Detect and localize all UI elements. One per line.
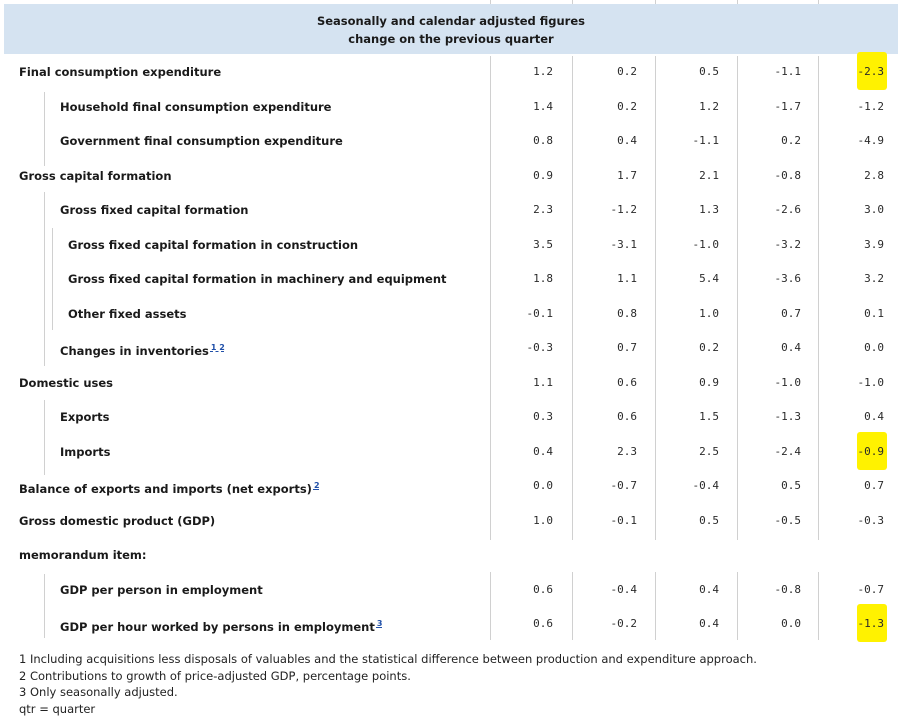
value-cell: 3.0 [864, 203, 884, 216]
row-label [60, 614, 382, 637]
value-cell: 0.8 [533, 134, 553, 147]
footnote-qtr: qtr = quarter [19, 701, 96, 716]
column-divider-top [818, 0, 819, 4]
value-cell: -0.4 [610, 583, 637, 596]
row-label-text: Gross capital formation [19, 169, 172, 183]
row-label [60, 580, 263, 600]
value-cell: 3.2 [864, 272, 884, 285]
value-cell: 0.7 [617, 341, 637, 354]
value-cell: 2.5 [699, 445, 719, 458]
row-label-text: Government final consumption expenditure [60, 134, 343, 148]
column-divider [818, 56, 819, 540]
table-row [0, 131, 922, 151]
value-cell: 0.2 [617, 65, 637, 78]
value-cell: 0.4 [864, 410, 884, 423]
value-cell: -0.3 [857, 514, 884, 527]
row-label-text: GDP per person in employment [60, 583, 263, 597]
row-label [60, 200, 248, 220]
value-cell: 1.2 [699, 100, 719, 113]
column-divider-top [737, 0, 738, 4]
value-cell: -0.2 [610, 617, 637, 630]
value-cell: -2.3 [857, 65, 884, 78]
value-cell: -3.2 [774, 238, 801, 251]
table-row [0, 580, 922, 600]
value-cell: 0.6 [617, 410, 637, 423]
table-row [0, 442, 922, 462]
header-line-1: Seasonally and calendar adjusted figures [316, 14, 586, 28]
value-cell: 0.4 [533, 445, 553, 458]
value-cell: 0.7 [781, 307, 801, 320]
value-cell: -1.7 [774, 100, 801, 113]
value-cell: 0.2 [699, 341, 719, 354]
value-cell: 0.3 [533, 410, 553, 423]
column-divider [655, 56, 656, 540]
value-cell: 2.3 [617, 445, 637, 458]
value-cell: 1.0 [533, 514, 553, 527]
value-cell: 0.7 [864, 479, 884, 492]
footnote-link[interactable]: 1 2 [210, 343, 225, 352]
value-cell: 2.1 [699, 169, 719, 182]
footnote-1: 1 Including acquisitions less disposals of valuables and the statistical difference between production and expenditure approach. [19, 652, 757, 666]
row-label-text: GDP per hour worked by persons in employment [60, 619, 375, 634]
column-divider [572, 56, 573, 540]
row-label [68, 269, 447, 289]
table-row [0, 614, 922, 634]
row-label [19, 373, 113, 393]
value-cell: 0.4 [617, 134, 637, 147]
value-cell: 0.5 [781, 479, 801, 492]
footnote-link[interactable]: 3 [376, 619, 383, 628]
value-cell: 0.0 [533, 479, 553, 492]
value-cell: 1.2 [533, 65, 553, 78]
value-cell: 1.0 [699, 307, 719, 320]
value-cell: 0.5 [699, 65, 719, 78]
value-cell: -0.5 [774, 514, 801, 527]
row-label [68, 304, 187, 324]
table-row [0, 407, 922, 427]
value-cell: 0.0 [781, 617, 801, 630]
row-label-text: Gross fixed capital formation in machinery and equipment [68, 272, 447, 286]
row-label [60, 407, 109, 427]
row-label [68, 235, 358, 255]
table-header [4, 12, 898, 48]
value-cell: 0.6 [533, 617, 553, 630]
value-cell: 0.5 [699, 514, 719, 527]
footnotes [19, 651, 757, 717]
row-label-text: Changes in inventories [60, 343, 209, 358]
row-label-text: memorandum item: [19, 548, 147, 562]
value-cell: -1.0 [774, 376, 801, 389]
row-label [19, 545, 147, 565]
value-cell: -1.3 [857, 617, 884, 630]
value-cell: 2.8 [864, 169, 884, 182]
value-cell: -3.1 [610, 238, 637, 251]
table-row [0, 166, 922, 186]
row-label-text: Domestic uses [19, 376, 114, 390]
value-cell: -0.1 [610, 514, 637, 527]
table-row [0, 545, 922, 565]
row-label-text: Gross fixed capital formation in construction [68, 238, 359, 252]
table-row [0, 304, 922, 324]
value-cell: -0.1 [526, 307, 553, 320]
row-label-text: Imports [60, 445, 111, 459]
value-cell: 0.2 [617, 100, 637, 113]
row-label-text: Gross fixed capital formation [60, 203, 249, 217]
value-cell: -2.6 [774, 203, 801, 216]
value-cell: 2.3 [533, 203, 553, 216]
value-cell: 1.7 [617, 169, 637, 182]
value-cell: -1.0 [857, 376, 884, 389]
column-divider-top [655, 0, 656, 4]
value-cell: -0.7 [610, 479, 637, 492]
value-cell: -2.4 [774, 445, 801, 458]
value-cell: 0.8 [617, 307, 637, 320]
row-label-text: Gross domestic product (GDP) [19, 514, 216, 528]
value-cell: -1.3 [774, 410, 801, 423]
row-label-text: Final consumption expenditure [19, 65, 222, 79]
value-cell: 3.5 [533, 238, 553, 251]
value-cell: -0.8 [774, 583, 801, 596]
table-row [0, 62, 922, 82]
value-cell: 1.1 [533, 376, 553, 389]
row-label-text: Balance of exports and imports (net exports) [19, 481, 312, 496]
row-label [19, 511, 215, 531]
column-divider [490, 56, 491, 540]
value-cell: -1.0 [692, 238, 719, 251]
table-row [0, 511, 922, 531]
row-label [60, 131, 343, 151]
value-cell: -1.1 [774, 65, 801, 78]
row-label [19, 166, 172, 186]
value-cell: 0.4 [699, 617, 719, 630]
value-cell: -4.9 [857, 134, 884, 147]
footnote-2: 2 Contributions to growth of price-adjusted GDP, percentage points. [19, 668, 411, 683]
value-cell: 1.4 [533, 100, 553, 113]
row-label [19, 476, 320, 499]
value-cell: 0.4 [699, 583, 719, 596]
value-cell: -1.2 [610, 203, 637, 216]
value-cell: 1.5 [699, 410, 719, 423]
value-cell: 1.3 [699, 203, 719, 216]
table-row [0, 476, 922, 496]
table-row [0, 97, 922, 117]
table-row [0, 235, 922, 255]
footnote-3: 3 Only seasonally adjusted. [19, 685, 178, 699]
value-cell: -0.4 [692, 479, 719, 492]
value-cell: -1.1 [692, 134, 719, 147]
value-cell: 0.2 [781, 134, 801, 147]
value-cell: 3.9 [864, 238, 884, 251]
value-cell: -3.6 [774, 272, 801, 285]
row-label [19, 62, 221, 82]
value-cell: 0.6 [617, 376, 637, 389]
header-line-2: change on the previous quarter [348, 32, 554, 46]
column-divider-top [490, 0, 491, 4]
table-row [0, 338, 922, 358]
value-cell: 0.0 [864, 341, 884, 354]
value-cell: -0.8 [774, 169, 801, 182]
table-row [0, 373, 922, 393]
row-label [60, 97, 332, 117]
value-cell: 0.4 [781, 341, 801, 354]
value-cell: -0.3 [526, 341, 553, 354]
value-cell: 1.8 [533, 272, 553, 285]
table-row [0, 269, 922, 289]
value-cell: 0.6 [533, 583, 553, 596]
row-label [60, 442, 110, 462]
column-divider-top [572, 0, 573, 4]
column-divider [737, 56, 738, 540]
value-cell: -0.7 [857, 583, 884, 596]
row-label [60, 338, 225, 361]
value-cell: 0.1 [864, 307, 884, 320]
value-cell: 0.9 [533, 169, 553, 182]
value-cell: -0.9 [857, 445, 884, 458]
value-cell: 5.4 [699, 272, 719, 285]
row-label-text: Household final consumption expenditure [60, 100, 332, 114]
value-cell: 1.1 [617, 272, 637, 285]
value-cell: 0.9 [699, 376, 719, 389]
row-label-text: Other fixed assets [68, 307, 187, 321]
row-label-text: Exports [60, 410, 110, 424]
table-row [0, 200, 922, 220]
value-cell: -1.2 [857, 100, 884, 113]
footnote-link[interactable]: 2 [313, 481, 320, 490]
